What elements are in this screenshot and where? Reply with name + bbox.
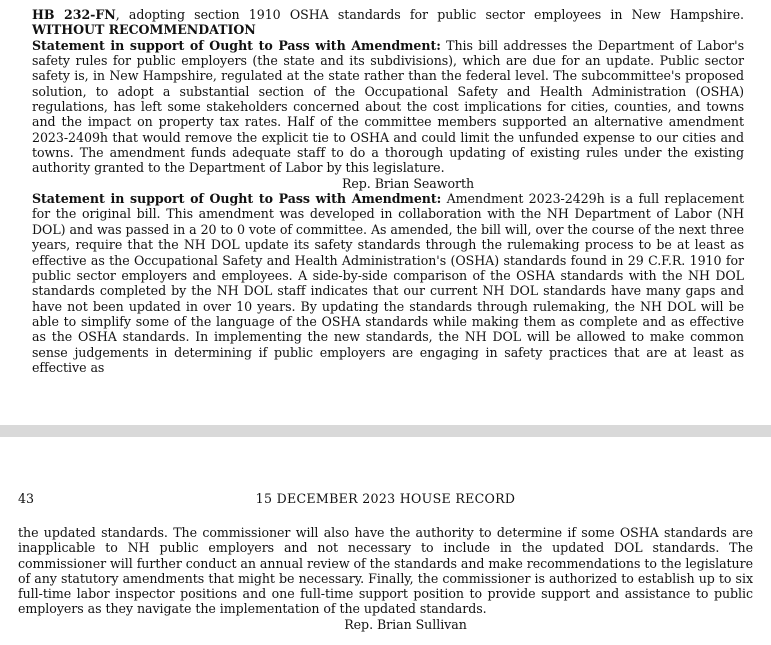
statement-1-signature: Rep. Brian Seaworth bbox=[341, 175, 475, 191]
bill-entry bbox=[32, 7, 744, 375]
bill-heading bbox=[32, 7, 744, 38]
statement-2 bbox=[32, 191, 744, 375]
statement-1-body: This bill addresses the Department of Labor's safety rules for public employers (the state and its subdivisions), which are due for an update. Public sector safety is, in New Hampshire, regulated at the state rather than the federal level. The subcommittee's proposed solution, to adopt a substantial section of the Occupational Safety and Health Administration (OSHA) regulations, has left some stakeholders concerned about the cost implications for cities, counties, and towns and the impact on property tax rates. Half of the committee members supported an alternative amendment 2023-2409h that would remove the explicit tie to OSHA and could limit the unfunded expense to our cities and towns. The amendment funds adequate staff to do a thorough updating of existing rules under the existing authority granted to the Department of Labor by this legislature. bbox=[32, 37, 744, 176]
statement-2-heading: Statement in support of Ought to Pass with Amendment: bbox=[32, 191, 442, 207]
page-number: 43 bbox=[18, 491, 35, 506]
statement-1-heading: Statement in support of Ought to Pass with Amendment: bbox=[32, 37, 441, 53]
statement-2-continuation: the updated standards. The commissioner will also have the authority to determine if some OSHA standards are inapplicable to NH public employers and not necessary to include in the updated DOL standards. The commissioner will further conduct an annual review of the standards and make recommendations to the legislature of any statutory amendments that might be necessary. Finally, the commissioner is authorized to establish up to six full-time labor inspector positions and one full-time support position to provide support and assistance to public employers as they navigate the implementation of the updated standards. bbox=[18, 525, 753, 617]
continuation-block bbox=[18, 525, 753, 632]
bill-recommendation: WITHOUT RECOMMENDATION bbox=[32, 22, 256, 38]
page-separator bbox=[0, 425, 771, 437]
bill-id: HB 232-FN bbox=[32, 7, 116, 22]
running-header bbox=[18, 491, 753, 507]
statement-1 bbox=[32, 38, 744, 176]
bill-title: , adopting section 1910 OSHA standards for public sector employees in New Hampshire. bbox=[115, 7, 744, 22]
statement-2-signature: Rep. Brian Sullivan bbox=[344, 616, 467, 632]
running-title: 15 DECEMBER 2023 HOUSE RECORD bbox=[255, 491, 516, 506]
statement-2-body: Amendment 2023-2429h is a full replacement for the original bill. This amendment was developed in collaboration with the NH Department of Labor (NH DOL) and was passed in a 20 to 0 vote of committee. As amended, the bill will, over the course of the next three years, require that the NH DOL update its safety standards through the rulemaking process to be at least as effective as the Occupational Safety and Health Administration's (OSHA) standards found in 29 C.F.R. 1910 for public sector employers and employees. A side-by-side comparison of the OSHA standards with the NH DOL standards completed by the NH DOL staff indicates that our current NH DOL standards have many gaps and have not been updated in over 10 years. By updating the standards through rulemaking, the NH DOL will be able to simplify some of the language of the OSHA standards while making them as complete and as effective as the OSHA standards. In implementing the new standards, the NH DOL will be allowed to make common sense judgements in determining if public employers are engaging in safety practices that are at least as effective as bbox=[32, 191, 744, 375]
